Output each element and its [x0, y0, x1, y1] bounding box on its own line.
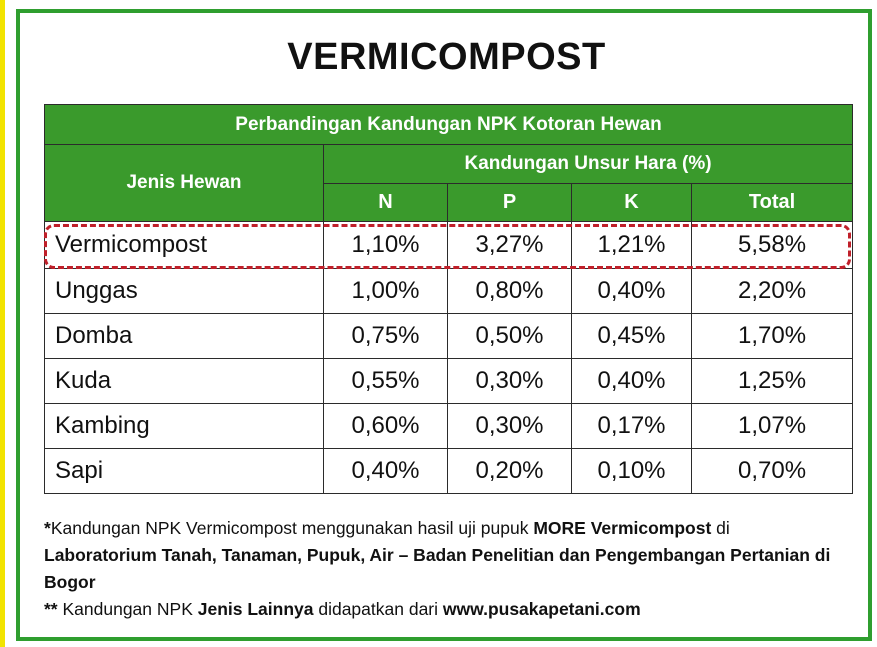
footnote-text: Kandungan NPK	[57, 599, 198, 619]
cell-total: 2,20%	[692, 269, 853, 314]
cell-p: 0,30%	[448, 359, 572, 404]
footnote-text: di	[711, 518, 730, 538]
cell-n: 0,55%	[324, 359, 448, 404]
row-name: Domba	[45, 314, 324, 359]
table-row	[45, 359, 853, 404]
cell-n: 1,10%	[324, 222, 448, 269]
footnote-vermicompost	[44, 515, 844, 596]
footnote-marker: *	[44, 518, 51, 538]
row-name: Sapi	[45, 449, 324, 494]
column-header-p: P	[448, 184, 572, 222]
cell-p: 3,27%	[448, 222, 572, 269]
cell-p: 0,50%	[448, 314, 572, 359]
table-row	[45, 314, 853, 359]
cell-total: 0,70%	[692, 449, 853, 494]
cell-k: 0,10%	[572, 449, 692, 494]
left-stripe	[0, 0, 5, 647]
column-header-total: Total	[692, 184, 853, 222]
cell-n: 0,40%	[324, 449, 448, 494]
footnotes	[44, 515, 844, 623]
row-name: Kambing	[45, 404, 324, 449]
cell-k: 0,40%	[572, 269, 692, 314]
cell-k: 0,17%	[572, 404, 692, 449]
footnote-product: MORE Vermicompost	[533, 518, 712, 538]
cell-total: 1,25%	[692, 359, 853, 404]
column-header-k: K	[572, 184, 692, 222]
group-header-unsur-hara: Kandungan Unsur Hara (%)	[324, 145, 853, 184]
footnote-other-types: Jenis Lainnya	[197, 599, 314, 619]
cell-total: 5,58%	[692, 222, 853, 269]
row-header-jenis-hewan: Jenis Hewan	[45, 145, 324, 222]
row-name: Vermicompost	[45, 222, 324, 269]
row-name: Kuda	[45, 359, 324, 404]
cell-k: 0,40%	[572, 359, 692, 404]
cell-p: 0,80%	[448, 269, 572, 314]
footnote-other	[44, 596, 844, 623]
row-name: Unggas	[45, 269, 324, 314]
footnote-marker: **	[44, 599, 58, 619]
table-row	[45, 269, 853, 314]
footnote-text: didapatkan dari	[313, 599, 443, 619]
cell-p: 0,30%	[448, 404, 572, 449]
cell-total: 1,70%	[692, 314, 853, 359]
footnote-lab: Laboratorium Tanah, Tanaman, Pupuk, Air – Badan Penelitian dan Pengembangan Pertanian di Bogor	[44, 545, 831, 592]
cell-n: 1,00%	[324, 269, 448, 314]
table-row	[45, 222, 853, 269]
cell-n: 0,60%	[324, 404, 448, 449]
cell-total: 1,07%	[692, 404, 853, 449]
column-header-n: N	[324, 184, 448, 222]
cell-n: 0,75%	[324, 314, 448, 359]
npk-comparison-table	[44, 104, 853, 494]
footnote-text: Kandungan NPK Vermicompost menggunakan hasil uji pupuk	[50, 518, 534, 538]
footnote-source-website: www.pusakapetani.com	[442, 599, 641, 619]
table-caption: Perbandingan Kandungan NPK Kotoran Hewan	[45, 105, 853, 145]
table-row	[45, 449, 853, 494]
table-row	[45, 404, 853, 449]
cell-p: 0,20%	[448, 449, 572, 494]
cell-k: 1,21%	[572, 222, 692, 269]
cell-k: 0,45%	[572, 314, 692, 359]
page-title: VERMICOMPOST	[287, 36, 606, 78]
